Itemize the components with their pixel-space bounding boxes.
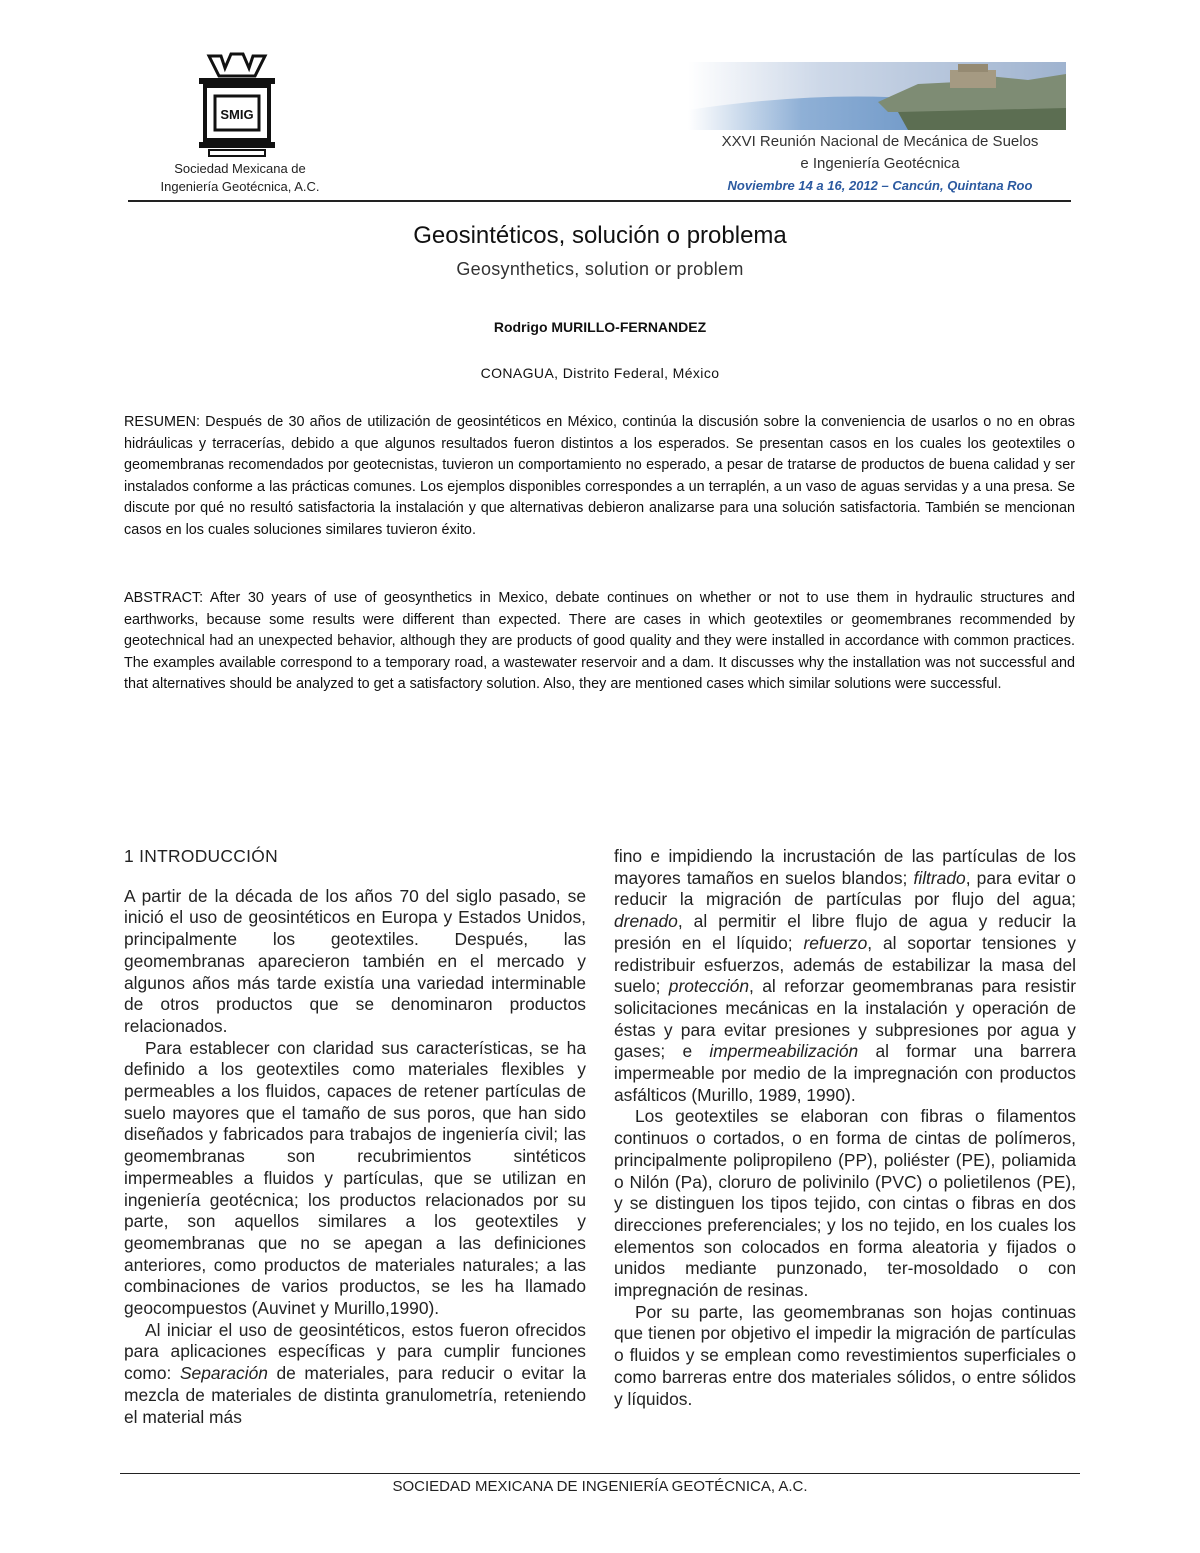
author-affiliation: CONAGUA, Distrito Federal, México [480,365,720,381]
emphasis-term: Separación [179,1363,268,1384]
emphasis-term: impermeabilización [709,1041,859,1062]
text-run: , al reforzar geomembranas para resistir solicitaciones mecánicas en la instalación y operación de éstas y para evitar presiones y subpresiones por agua y gases; e [614,976,1076,1062]
society-name-line1: Sociedad Mexicana de [174,161,306,176]
emphasis-term: refuerzo [803,932,868,953]
paper-title: Geosintéticos, solución o problema [413,222,787,249]
text-run: , al soportar tensiones y redistribuir esfuerzos, además de estabilizar la masa del suelo; [614,932,1076,997]
paper-author: Rodrigo MURILLO-FERNANDEZ [493,319,707,335]
emphasis-term: drenado [614,911,678,932]
text-run: Al iniciar el uso de geosintéticos, estos fueron ofrecidos para aplicaciones específicas y para cumplir funciones como: [124,1319,586,1384]
society-name [140,160,340,196]
logo-lettering: SMIG [220,107,254,122]
section-heading: 1 INTRODUCCIÓN [124,846,278,866]
right-column [614,846,1076,1410]
emphasis-term: protección [668,976,750,997]
conference-title-line2: e Ingeniería Geotécnica [800,155,960,172]
text-run: al formar una barrera impermeable por medio de la impregnación con productos asfálticos (Murillo, 1989, 1990). [614,1041,1077,1105]
abstract-paragraph: ABSTRACT: After 30 years of use of geosynthetics in Mexico, debate continues on whether or not to use them in hydraulic structures and earthworks, because some results were different than expected. There are cases in which geotextiles or geomembranes recommended by geotechnical had an unexpected behavior, although they are products of good quality and they were installed in accordance with common practices. The examples available correspond to a temporary road, a wastewater reservoir and a dam. It discusses why the installation was not successful and that alternatives should be analyzed to get a satisfactory solution. Also, they are mentioned cases which similar solutions were successful. [124,590,1075,693]
society-name-line2: Ingeniería Geotécnica, A.C. [160,179,320,194]
text-run: , para evitar o reducir la migración de partículas por flujo del agua; [614,867,1076,910]
society-logo [195,50,279,158]
header-divider [128,200,1071,202]
left-column [124,846,586,1428]
footer-divider [120,1473,1080,1474]
conference-date: Noviembre 14 a 16, 2012 – Cancún, Quintana Roo [727,178,1033,193]
text-run: de materiales, para reducir o evitar la mezcla de materiales de distinta granulometría, reteniendo el material más [124,1363,586,1427]
body-paragraph: Para establecer con claridad sus características, se ha definido a los geotextiles como materiales flexibles y permeables a los fluidos, capaces de retener partículas de suelo mayores que el tamaño de sus poros, que han sido diseñados y fabricados para trabajos de ingeniería civil; las geomembranas son recubrimientos sintéticos impermeables a fluidos y partículas, que se utilizan en ingeniería geotécnica; los productos relacionados por su parte, son aquellos similares a los geotextiles y geomembranas que no se apegan a las definiciones anteriores, como productos de materiales naturales; a las combinaciones de varios productos, se les ha llamado geocompuestos (Auvinet y Murillo,1990). [124,1037,586,1319]
emphasis-term: filtrado [913,867,966,888]
page-footer: SOCIEDAD MEXICANA DE INGENIERÍA GEOTÉCNICA, A.C. [392,1478,808,1495]
text-run: , al permitir el libre flujo de agua y reducir la presión en el líquido; [614,911,1076,953]
body-paragraph [614,846,1076,1106]
text-run: fino e impidiendo la incrustación de las partículas de los mayores tamaños en suelos blandos; [614,846,1076,888]
conference-title-line1: XXVI Reunión Nacional de Mecánica de Suelos [721,133,1039,150]
resumen-paragraph: RESUMEN: Después de 30 años de utilización de geosintéticos en México, continúa la discusión sobre la conveniencia de usarlos o no en obras hidráulicas y terracerías, debido a que algunos resultados fueron distintos a los esperados. Se presentan casos en los cuales los geotextiles o geomembranas recomendados por geotecnistas, tuvieron un comportamiento no esperado, a pesar de tratarse de productos de buena calidad y ser instalados conforme a las prácticas comunes. Los ejemplos disponibles correspondes a un terraplén, a un vaso de aguas servidas y a una presa. Se discute por qué no resultó satisfactoria la instalación y que alternativas debieron analizarse para una solución satisfactoria. También se mencionan casos en los cuales soluciones similares tuvieron éxito. [124,414,1075,538]
paper-subtitle: Geosynthetics, solution or problem [456,259,744,279]
body-paragraph: Los geotextiles se elaboran con fibras o filamentos continuos o cortados, o en forma de cintas de polímeros, principalmente polipropileno (PP), poliéster (PE), poliamida o Nilón (Pa), cloruro de polivinilo (PVC) o polietilenos (PE), y se distinguen los tipos tejido, con cintas o fibras en dos direcciones preferenciales; y los no tejido, en los cuales los elementos son colocados en forma aleatoria y fijados o unidos mediante punzonado, ter-mosoldado o con impregnación de resinas. [614,1106,1076,1301]
body-paragraph [124,1320,586,1429]
conference-banner-image [688,62,1066,130]
body-paragraph: Por su parte, las geomembranas son hojas continuas que tienen por objetivo el impedir la migración de partículas o fluidos y se emplean como revestimientos superficiales o como barreras entre dos materiales sólidos, o entre sólidos y líquidos. [614,1301,1076,1409]
body-paragraph: A partir de la década de los años 70 del siglo pasado, se inició el uso de geosintéticos en Europa y Estados Unidos, principalmente los geotextiles. Después, las geomembranas aparecieron también en el mercado y algunos años más tarde existía una variedad interminable de otros productos que se denominaron productos relacionados. [124,885,586,1036]
